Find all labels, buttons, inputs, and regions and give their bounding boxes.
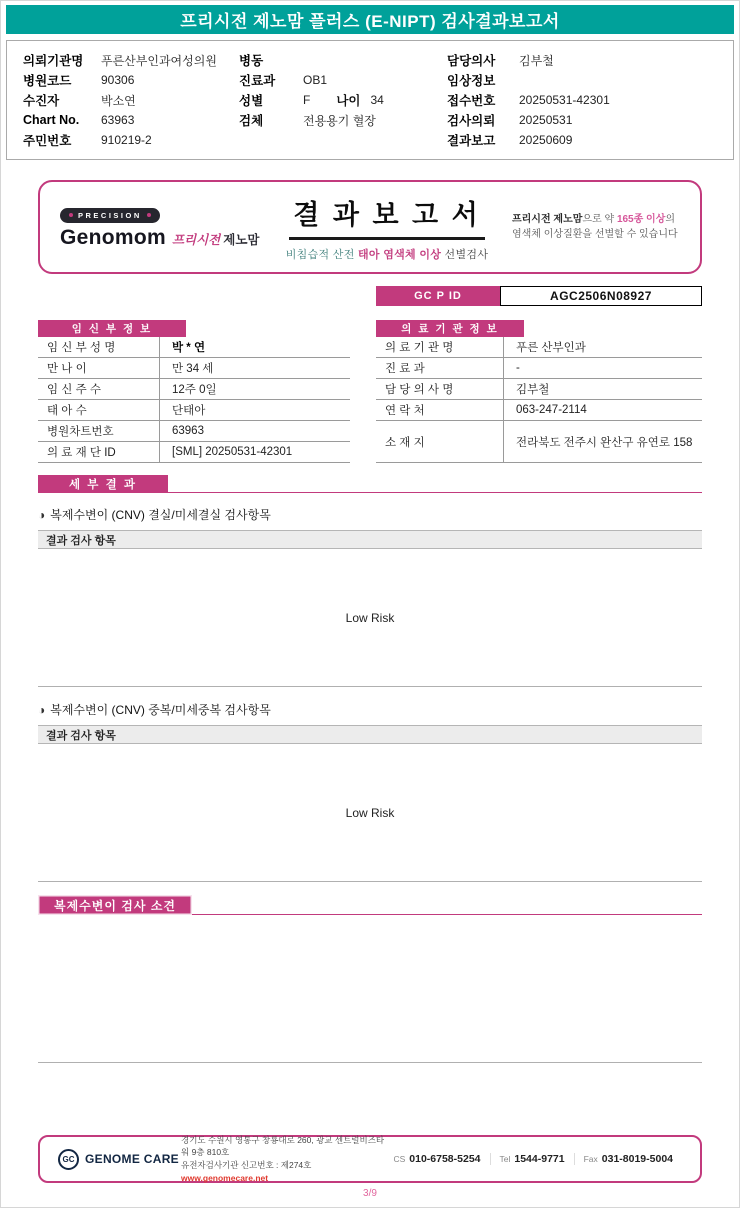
precision-badge-label: PRECISION xyxy=(78,210,142,220)
row-label: 태 아 수 xyxy=(38,400,160,420)
row-value: 푸른 산부인과 xyxy=(516,342,586,354)
tagline-mid: 으로 약 xyxy=(582,213,617,225)
table-row xyxy=(376,400,702,421)
precision-badge xyxy=(60,208,160,223)
table-row xyxy=(38,379,350,400)
brand-name-kr-rest: 제노맘 xyxy=(223,232,260,247)
table-header-label: 결과 검사 항목 xyxy=(46,534,116,547)
row-label: 임 신 주 수 xyxy=(38,379,160,399)
brand-name-en: Genomom xyxy=(60,225,166,249)
maternal-info-table xyxy=(38,320,350,463)
field-value: 20250531-42301 xyxy=(519,93,610,107)
cnv-deletion-table-header xyxy=(38,530,702,549)
report-title-block xyxy=(286,193,489,262)
row-value: 김부철 xyxy=(516,384,550,396)
table-row xyxy=(38,358,350,379)
contact-value: 031-8019-5004 xyxy=(601,1153,673,1165)
field-value: 90306 xyxy=(101,73,135,87)
detail-results-badge: 세 부 결 과 xyxy=(38,475,168,493)
subtitle-suffix: 선별검사 xyxy=(441,248,489,261)
contact-label: CS xyxy=(393,1154,406,1164)
field-label: 의뢰기관명 xyxy=(23,54,84,68)
row-value: 063-247-2114 xyxy=(516,404,587,416)
field-label: 결과보고 xyxy=(447,134,496,148)
report-header-card xyxy=(38,180,702,274)
cnv-deletion-result-area xyxy=(38,549,702,687)
row-label: 담 당 의 사 명 xyxy=(376,379,504,399)
maternal-table-title: 임 신 부 정 보 xyxy=(38,320,186,337)
genome-care-logo-icon: GC xyxy=(58,1149,79,1170)
field-value: 910219-2 xyxy=(101,133,152,147)
table-row xyxy=(376,358,702,379)
field-label: Chart No. xyxy=(23,113,80,127)
patient-row xyxy=(447,50,717,70)
patient-row xyxy=(23,130,239,150)
section-rule xyxy=(192,914,702,915)
cnv-duplication-heading xyxy=(38,701,702,718)
footer-contacts xyxy=(384,1153,682,1165)
page-number: 3/9 xyxy=(363,1188,377,1199)
patient-row xyxy=(447,110,717,130)
row-value: 만 34 세 xyxy=(172,363,214,375)
half-circle-icon: ◑ xyxy=(38,702,46,717)
contact-value: 010-6758-5254 xyxy=(409,1153,481,1165)
row-value: 63963 xyxy=(172,425,204,437)
cnv-deletion-result: Low Risk xyxy=(345,610,395,625)
patient-row xyxy=(239,110,447,130)
field-value: 김부철 xyxy=(519,53,554,68)
patient-row xyxy=(447,90,717,110)
genome-care-brand-name: GENOME CARE xyxy=(85,1152,179,1166)
patient-row xyxy=(239,90,447,110)
row-label: 만 나 이 xyxy=(38,358,160,378)
table-header-label: 결과 검사 항목 xyxy=(46,729,116,742)
table-row xyxy=(376,379,702,400)
field-value: F xyxy=(303,93,311,107)
row-label: 연 락 처 xyxy=(376,400,504,420)
field-label: 나이 xyxy=(336,94,361,108)
field-value: 34 xyxy=(370,93,384,107)
patient-row xyxy=(23,110,239,130)
tagline-brand: 프리시전 제노맘 xyxy=(511,213,583,225)
tagline-accent: 165종 이상 xyxy=(616,213,666,225)
tagline-end: 의 xyxy=(665,213,676,225)
field-label: 진료과 xyxy=(239,74,276,88)
field-value: 20250531 xyxy=(519,113,573,127)
detail-results-section-header xyxy=(38,475,702,493)
genomom-brand-block xyxy=(60,204,262,250)
field-label: 병원코드 xyxy=(23,74,72,88)
info-tables xyxy=(38,320,702,463)
gcpid-row xyxy=(38,286,702,306)
table-row xyxy=(38,442,350,463)
field-value: 20250609 xyxy=(519,133,573,147)
patient-row xyxy=(23,70,239,90)
cnv-duplication-heading-text: 복제수변이 (CNV) 중복/미세중복 검사항목 xyxy=(50,703,271,717)
field-label: 병동 xyxy=(239,54,264,68)
patient-info-col3 xyxy=(447,50,717,150)
patient-row xyxy=(447,70,717,90)
cnv-findings-badge: 복제수변이 검사 소견 xyxy=(38,895,192,915)
field-label: 수진자 xyxy=(23,94,60,108)
cnv-duplication-table-header xyxy=(38,725,702,744)
tagline-line2: 염색체 이상질환을 선별할 수 있습니다 xyxy=(511,229,678,240)
brand-tagline xyxy=(512,212,684,243)
contact-label: Fax xyxy=(583,1154,598,1164)
row-label: 진 료 과 xyxy=(376,358,504,378)
field-label: 주민번호 xyxy=(23,134,72,148)
row-label: 의 료 재 단 ID xyxy=(38,442,160,462)
contact-value: 1544-9771 xyxy=(514,1153,565,1165)
footer-address-block xyxy=(181,1134,384,1185)
field-label: 접수번호 xyxy=(447,94,496,108)
institution-table-title: 의 료 기 관 정 보 xyxy=(376,320,524,337)
subtitle-prefix: 비침습적 산전 xyxy=(285,248,358,261)
field-label: 성별 xyxy=(239,94,264,108)
row-value: 단태아 xyxy=(172,405,206,417)
row-value: - xyxy=(516,362,520,374)
brand-name-line xyxy=(60,226,262,250)
row-label: 병원차트번호 xyxy=(38,421,160,441)
field-label: 담당의사 xyxy=(447,54,496,68)
report-subtitle xyxy=(286,246,489,262)
field-value: 박소연 xyxy=(101,93,136,108)
patient-row xyxy=(239,70,447,90)
row-value: 전라북도 전주시 완산구 유연로 158 xyxy=(516,436,693,449)
cnv-findings-content-area xyxy=(38,915,702,1063)
patient-row xyxy=(23,50,239,70)
contact-cs xyxy=(384,1153,489,1165)
brand-name-kr xyxy=(172,230,260,248)
table-row xyxy=(376,337,702,358)
contact-label: Tel xyxy=(499,1154,511,1164)
cnv-deletion-heading xyxy=(38,506,702,523)
badge-dot-icon xyxy=(147,213,151,217)
cnv-deletion-heading-text: 복제수변이 (CNV) 결실/미세결실 검사항목 xyxy=(50,508,271,522)
patient-info-col1 xyxy=(23,50,239,150)
patient-info-panel xyxy=(6,40,734,160)
footer-address-line1: 경기도 수원시 영통구 창룡대로 260, 광교 센트럴비즈타워 9층 810호 xyxy=(181,1134,385,1158)
table-row xyxy=(38,421,350,442)
gcpid-value: AGC2506N08927 xyxy=(500,286,702,306)
row-value: 박 * 연 xyxy=(172,342,206,354)
field-label: 임상정보 xyxy=(447,74,496,88)
report-title: 결 과 보 고 서 xyxy=(289,193,484,240)
contact-tel xyxy=(490,1153,574,1165)
field-label: 검사의뢰 xyxy=(447,114,496,128)
top-title-bar xyxy=(6,5,734,34)
field-value: 63963 xyxy=(101,113,135,127)
field-value: OB1 xyxy=(303,73,328,87)
field-label: 검체 xyxy=(239,114,264,128)
table-row xyxy=(376,421,702,463)
brand-name-kr-accent: 프리시전 xyxy=(171,232,221,247)
subtitle-accent: 태아 염색체 이상 xyxy=(358,248,442,261)
genome-care-logo xyxy=(58,1149,181,1170)
half-circle-icon: ◑ xyxy=(38,507,46,522)
contact-fax xyxy=(574,1153,682,1165)
row-value: [SML] 20250531-42301 xyxy=(172,446,293,458)
patient-row xyxy=(23,90,239,110)
field-value: 푸른산부인과여성의원 xyxy=(101,53,217,68)
cnv-duplication-result-area xyxy=(38,744,702,882)
footer-address-line2: 유전자검사기관 신고번호 : 제274호 xyxy=(181,1160,312,1170)
footer-card xyxy=(38,1135,702,1183)
table-row xyxy=(38,400,350,421)
table-row xyxy=(38,337,350,358)
gcpid-label: GC P ID xyxy=(376,286,500,306)
row-label: 임 신 부 성 명 xyxy=(38,337,160,357)
cnv-findings-section-header xyxy=(38,895,702,915)
cnv-duplication-result: Low Risk xyxy=(345,805,395,820)
field-value: 전용용기 혈장 xyxy=(303,113,376,128)
patient-info-col2 xyxy=(239,50,447,150)
row-label: 의 료 기 관 명 xyxy=(376,337,504,357)
institution-info-table xyxy=(376,320,702,463)
patient-row xyxy=(447,130,717,150)
report-body xyxy=(38,180,702,1199)
row-value: 12주 0일 xyxy=(172,384,217,396)
row-label: 소 재 지 xyxy=(376,421,504,462)
badge-dot-icon xyxy=(69,213,73,217)
patient-row xyxy=(239,50,447,70)
footer-website-link[interactable]: www.genomecare.net xyxy=(181,1172,269,1183)
section-rule xyxy=(168,492,702,493)
document-title: 프리시전 제노맘 플러스 (E-NIPT) 검사결과보고서 xyxy=(180,12,560,31)
